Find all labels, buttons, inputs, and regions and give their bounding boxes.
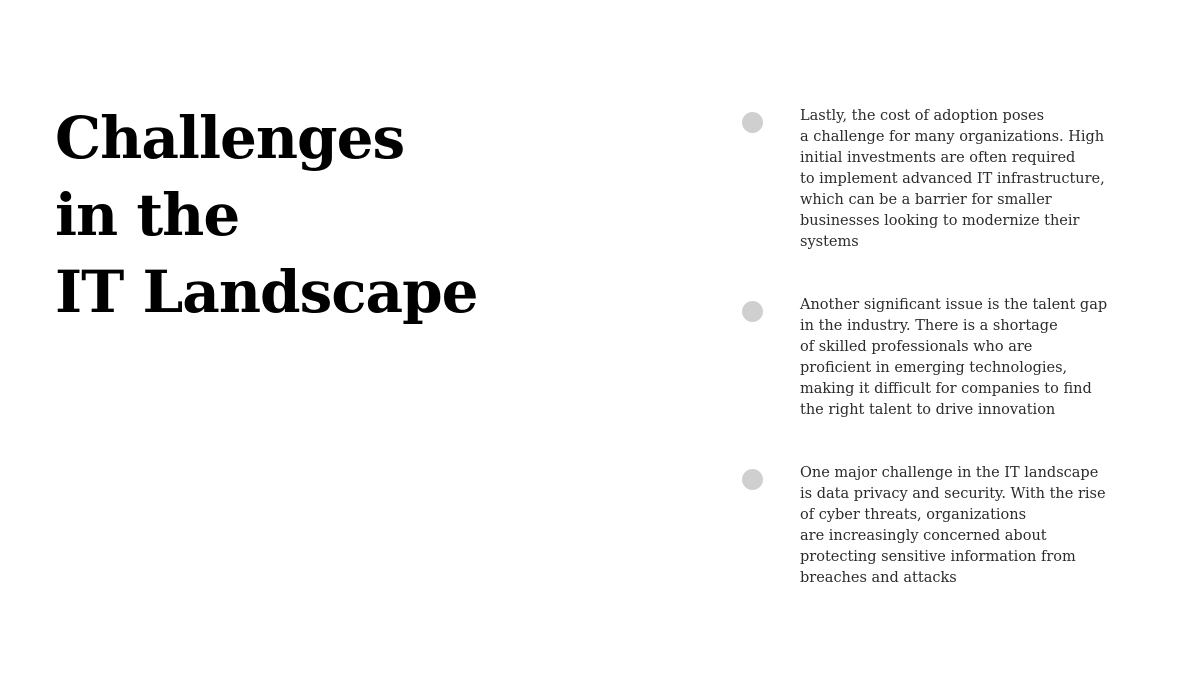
text-line: is data privacy and security. With the rise — [800, 486, 1106, 502]
text-line: businesses looking to modernize their — [800, 213, 1080, 229]
text-line: to implement advanced IT infrastructure, — [800, 171, 1105, 187]
bullet-dot-icon — [742, 301, 763, 322]
slide-title — [55, 100, 478, 331]
text-line: initial investments are often required — [800, 150, 1076, 166]
challenge-text — [800, 106, 1105, 253]
text-line: proficient in emerging technologies, — [800, 360, 1068, 376]
text-line: Lastly, the cost of adoption poses — [800, 108, 1045, 124]
bullet-dot-icon — [742, 469, 763, 490]
text-line: protecting sensitive information from — [800, 549, 1076, 565]
text-line: breaches and attacks — [800, 570, 957, 586]
text-line: making it difficult for companies to find — [800, 381, 1092, 397]
title-line: Challenges — [55, 104, 405, 172]
challenge-text — [800, 295, 1108, 421]
text-line: of skilled professionals who are — [800, 339, 1033, 355]
text-line: a challenge for many organizations. High — [800, 129, 1105, 145]
challenge-list — [740, 0, 1160, 675]
challenge-text — [800, 463, 1106, 589]
title-line: IT Landscape — [55, 258, 478, 326]
text-line: One major challenge in the IT landscape — [800, 465, 1099, 481]
text-line: which can be a barrier for smaller — [800, 192, 1052, 208]
bullet-dot-icon — [742, 112, 763, 133]
text-line: are increasingly concerned about — [800, 528, 1047, 544]
title-line: in the — [55, 181, 240, 249]
text-line: Another significant issue is the talent gap — [800, 297, 1108, 313]
text-line: in the industry. There is a shortage — [800, 318, 1058, 334]
text-line: systems — [800, 234, 859, 250]
text-line: of cyber threats, organizations — [800, 507, 1027, 523]
text-line: the right talent to drive innovation — [800, 402, 1056, 418]
